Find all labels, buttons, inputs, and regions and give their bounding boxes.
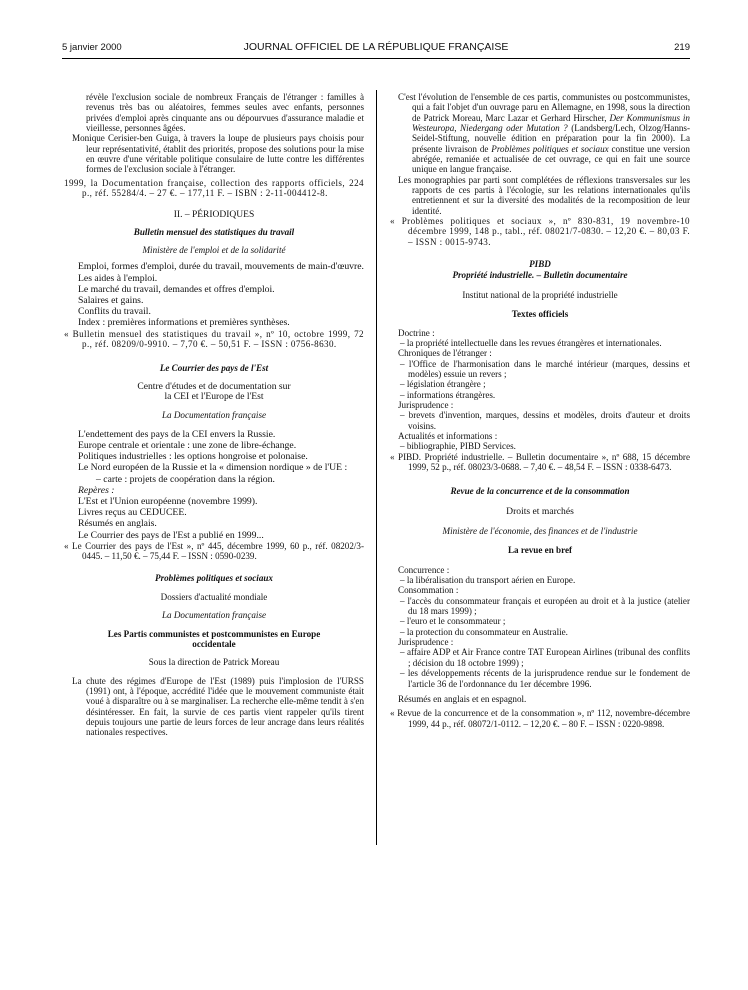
right-column	[390, 92, 690, 729]
list-item: Politiques industrielles : les options hongroise et polonaise.	[78, 451, 308, 463]
publisher: Institut national de la propriété industrielle	[462, 289, 618, 300]
contents-list	[390, 328, 690, 452]
publication-subtitle: Propriété industrielle. – Bulletin documentaire	[452, 269, 628, 280]
publication-subtitle: Droits et marchés	[506, 505, 574, 517]
list-item: – informations étrangères.	[400, 389, 496, 400]
contents-list	[390, 565, 690, 689]
page-number: 219	[674, 42, 690, 53]
list-heading: Jurisprudence :	[398, 399, 454, 410]
article-author: Sous la direction de Patrick Moreau	[148, 657, 280, 668]
section-heading: Textes officiels	[511, 309, 569, 320]
list-item: – affaire ADP et Air France contre TAT European Airlines (tribunal des conflits ; décision du 18 octobre 1999) ;	[400, 647, 690, 668]
reference: « Problèmes politiques et sociaux », nº 830-831, 19 novembre-10 décembre 1999, 148 p., tabl., réf. 08021/7-0830. – 12,20 €. – 80,03 F. – ISSN : 0015-9743.	[390, 216, 690, 247]
paragraph: C'est l'évolution de l'ensemble de ces partis, communistes ou postcommunistes, qui a fait l'objet d'un ouvrage paru en Allemagne, en 1998, sous la direction de Patrick Moreau, Marc Lazar et Gerhard Hirscher, Der Kommunismus in Westeuropa, Niedergang oder Mutation ? (Landsberg/Lech, Olzog/Hanns-Seidel-Stiftung, nouvelle édition en préparation pour la fin 2000). La présente livraison de Problèmes politiques et sociaux constitue une version abrégée, remaniée et actualisée de cet ouvrage, ce qui en fait une source unique en langue française.	[398, 92, 690, 175]
list-item: Le Nord européen de la Russie et la « dimension nordique » de l'UE :	[78, 462, 348, 474]
left-column	[64, 92, 364, 738]
contents-list	[64, 429, 364, 541]
list-heading: Jurisprudence :	[398, 637, 454, 648]
publication-title: PIBD	[529, 259, 551, 270]
list-heading: Repères :	[78, 484, 115, 496]
list-heading: Actualités et informations :	[398, 430, 498, 441]
list-item: – carte : projets de coopération dans la région.	[96, 473, 275, 485]
list-item: L'endettement des pays de la CEI envers la Russie.	[78, 428, 276, 440]
page-header	[62, 42, 690, 58]
list-item: – l'euro et le consommateur ;	[400, 616, 506, 627]
list-item: Livres reçus au CEDUCEE.	[78, 507, 187, 519]
list-item: – l'accès du consommateur français et européen au droit et à la justice (atelier du 18 mars 1999) ;	[400, 595, 690, 617]
reference: « Revue de la concurrence et de la consommation », nº 112, novembre-décembre 1999, 44 p., réf. 08072/1-0112. – 12,20 €. – 80 F. – ISSN : 0220-9898.	[390, 708, 690, 729]
note: Résumés en anglais et en espagnol.	[398, 693, 527, 704]
list-item: – la libéralisation du transport aérien en Europe.	[400, 575, 576, 586]
section-heading: II. – PÉRIODIQUES	[173, 210, 255, 221]
list-item: Salaires et gains.	[78, 295, 144, 307]
list-item: Le marché du travail, demandes et offres d'emploi.	[78, 283, 275, 295]
publication-title: Bulletin mensuel des statistiques du travail	[133, 226, 295, 237]
reference: « Le Courrier des pays de l'Est », nº 445, décembre 1999, 60 p., réf. 08202/3-0445. – 11,50 €. – 75,44 F. – ISSN : 0590-0239.	[64, 540, 364, 562]
list-item: – brevets d'invention, marques, dessins et modèles, droits d'auteur et droits voisins.	[400, 410, 690, 431]
publication-title: Problèmes politiques et sociaux	[155, 573, 273, 584]
publisher: Ministère de l'économie, des finances et de l'industrie	[442, 526, 638, 537]
header-title: JOURNAL OFFICIEL DE LA RÉPUBLIQUE FRANÇAISE	[243, 41, 509, 53]
paragraph: Monique Cerisier-ben Guiga, à travers la loupe de plusieurs pays choisis pour leur représentativité, établit des priorités, propose des solutions pour la mise en œuvre d'une véritable politique consulaire de lutte contre les différentes formes de l'exclusion sociale à l'étranger.	[72, 133, 364, 175]
list-item: – l'Office de l'harmonisation dans le marché intérieur (marques, dessins et modèles) essuie un revers ;	[400, 358, 690, 379]
contents-list	[64, 261, 364, 328]
column-divider	[376, 90, 377, 845]
section-heading: La revue en bref	[507, 545, 573, 556]
article-title: Les Partis communistes et postcommunistes en Europe occidentale	[107, 628, 321, 649]
list-item: Europe centrale et orientale : une zone de libre-échange.	[78, 439, 297, 451]
reference: « PIBD. Propriété industrielle. – Bulletin documentaire », nº 688, 15 décembre 1999, 52 p., réf. 08023/3-0688. – 7,40 €. – 48,54 F. – ISSN : 0338-6473.	[390, 451, 690, 472]
list-item: Emploi, formes d'emploi, durée du travail, mouvements de main-d'œuvre.	[78, 261, 364, 273]
publisher: Centre d'études et de documentation sur la CEI et l'Europe de l'Est	[137, 380, 291, 403]
reference: « Bulletin mensuel des statistiques du travail », nº 10, octobre 1999, 72 p., réf. 08209/0-9910. – 7,70 €. – 50,51 F. – ISSN : 0756-8630.	[64, 328, 364, 350]
publication-title: Revue de la concurrence et de la consommation	[450, 486, 630, 497]
header-date: 5 janvier 2000	[62, 42, 122, 53]
list-item: Le Courrier des pays de l'Est a publié en 1999...	[78, 529, 264, 541]
list-item: – bibliographie, PIBD Services.	[400, 441, 516, 452]
list-item: – la propriété intellectuelle dans les revues étrangères et internationales.	[400, 337, 662, 348]
publisher: La Documentation française	[161, 610, 267, 621]
list-item: L'Est et l'Union européenne (novembre 1999).	[78, 495, 258, 507]
list-item: Conflits du travail.	[78, 306, 151, 318]
list-heading: Concurrence :	[398, 564, 450, 575]
list-item: – la protection du consommateur en Australie.	[400, 626, 568, 637]
publisher: La Documentation française	[161, 410, 267, 421]
publication-title: Le Courrier des pays de l'Est	[159, 363, 269, 374]
publisher: Dossiers d'actualité mondiale	[160, 591, 268, 602]
paragraph: La chute des régimes d'Europe de l'Est (1989) puis l'implosion de l'URSS (1991) ont, à l'époque, accrédité l'idée que le mouvement communiste était voué à disparaître ou à se marginaliser. La recherche elle-même tendit à s'en désintéresser. En fait, la survie de ces partis vient rappeler qu'ils tirent depuis toujours une partie de leurs forces de leur ancrage dans leurs réalités nationales respectives.	[72, 675, 364, 738]
paragraph: Les monographies par parti sont complétées de réflexions transversales sur les rapports de ces partis à l'écologie, sur les relations internationales qu'ils entretiennent et sur la diversité des modalités de la recomposition de leur identité.	[398, 174, 690, 216]
list-item: Index : premières informations et premières synthèses.	[78, 317, 290, 329]
list-item: Résumés en anglais.	[78, 518, 157, 530]
list-heading: Chroniques de l'étranger :	[398, 348, 492, 359]
list-item: Les aides à l'emploi.	[78, 272, 158, 284]
list-heading: Consommation :	[398, 585, 459, 596]
publisher: Ministère de l'emploi et de la solidarité	[142, 245, 286, 256]
list-heading: Doctrine :	[398, 327, 435, 338]
list-item: – les développements récents de la jurisprudence rendue sur le fondement de l'article 36 de l'ordonnance du 1er décembre 1996.	[400, 668, 690, 689]
header-rule	[62, 58, 690, 59]
paragraph: révèle l'exclusion sociale de nombreux Français de l'étranger : familles à revenus très bas ou aléatoires, femmes seules avec enfants, personnes privées d'emploi après cinquante ans ou dépourvues d'assurance maladie et vieillesse, personnes âgées.	[86, 92, 364, 134]
list-item: – législation étrangère ;	[400, 379, 486, 390]
reference: 1999, la Documentation française, collection des rapports officiels, 224 p., réf. 55284/4. – 27 €. – 177,11 F. – ISBN : 2-11-004412-8.	[64, 177, 364, 199]
